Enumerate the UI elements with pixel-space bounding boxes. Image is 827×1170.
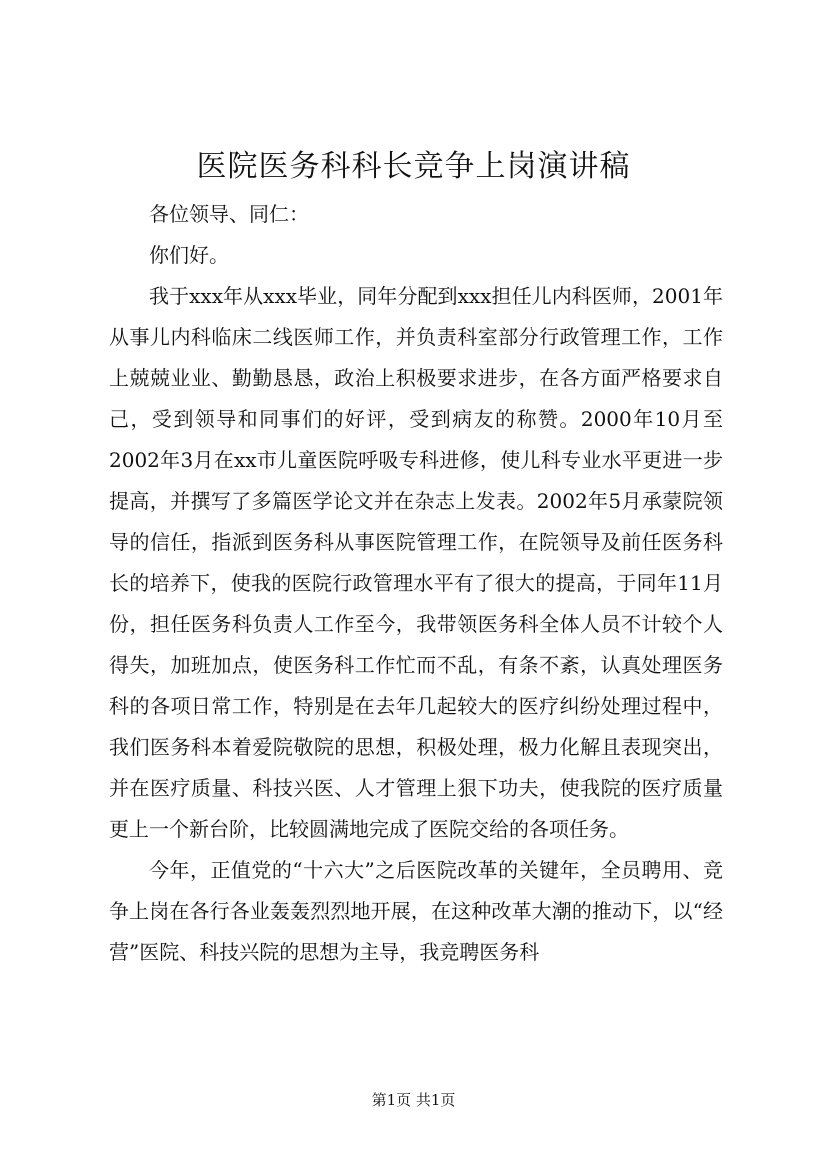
body-paragraph-2: 今年，正值党的“十六大”之后医院改革的关键年，全员聘用、竞争上岗在各行各业轰轰烈烈地开展，在这种改革大潮的推动下，以“经营”医院、科技兴院的思想为主导，我竞聘医务科	[109, 858, 723, 964]
document-body	[109, 194, 723, 973]
greeting-line: 各位领导、同仁：	[149, 202, 309, 226]
page-footer: 第1页 共1页	[371, 1091, 456, 1109]
salutation-line: 你们好。	[149, 243, 229, 267]
document-title: 医院医务科科长竞争上岗演讲稿	[196, 149, 631, 184]
body-paragraph-1: 我于xxx年从xxx毕业，同年分配到xxx担任儿内科医师，2001年从事儿内科临床二线医师工作，并负责科室部分行政管理工作，工作上兢兢业业、勤勤恳恳，政治上积极要求进步，在各方面严格要求自己，受到领导和同事们的好评，受到病友的称赞。2000年10月至2002年3月在xx市儿童医院呼吸专科进修，使儿科专业水平更进一步提高，并撰写了多篇医学论文并在杂志上发表。2002年5月承蒙院领导的信任，指派到医务科从事医院管理工作，在院领导及前任医务科长的培养下，使我的医院行政管理水平有了很大的提高，于同年11月份，担任医务科负责人工作至今，我带领医务科全体人员不计较个人得失，加班加点，使医务科工作忙而不乱，有条不紊，认真处理医务科的各项日常工作，特别是在去年几起较大的医疗纠纷处理过程中，我们医务科本着爱院敬院的思想，积极处理，极力化解且表现突出，并在医疗质量、科技兴医、人才管理上狠下功夫，使我院的医疗质量更上一个新台阶，比较圆满地完成了医院交给的各项任务。	[109, 284, 723, 841]
